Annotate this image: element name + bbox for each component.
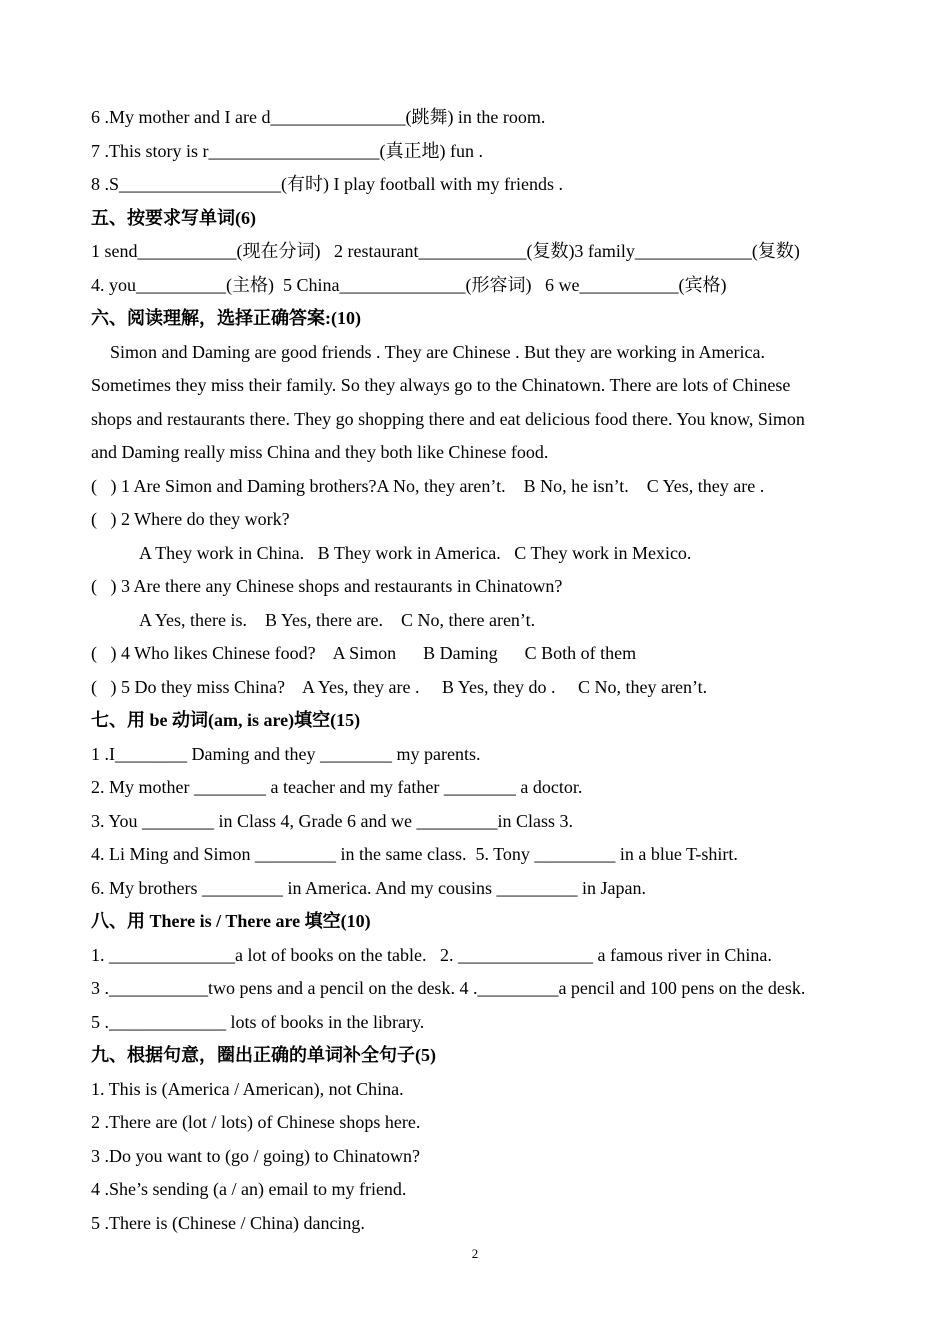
worksheet-page <box>91 101 881 1240</box>
text-line-words-row-2: 4. you__________(主格) 5 China______________(形容词) 6 we___________(宾格) <box>91 274 727 295</box>
text-line-question-2: ( ) 2 Where do they work? <box>91 509 290 529</box>
text-line-circle-4: 4 .She’s sending (a / an) email to my friend. <box>91 1179 407 1199</box>
text-line-question-3-options: A Yes, there is. B Yes, there are. C No, there aren’t. <box>139 609 536 630</box>
text-line-words-row-1: 1 send___________(现在分词) 2 restaurant____________(复数)3 family_____________(复数) <box>91 241 800 261</box>
text-line-be-1: 1 .I________ Daming and they ________ my parents. <box>91 743 481 764</box>
text-line-passage-4: and Daming really miss China and they both like Chinese food. <box>91 442 549 462</box>
text-line-passage-3: shops and restaurants there. They go shopping there and eat delicious food there. You know, Simon <box>91 408 805 429</box>
section-heading: 六、阅读理解，选择正确答案:(10) <box>91 308 361 328</box>
section-heading: 九、根据句意，圈出正确的单词补全句子(5) <box>91 1045 436 1065</box>
text-line-be-2: 2. My mother ________ a teacher and my father ________ a doctor. <box>91 777 583 797</box>
section-heading: 七、用 be 动词(am, is are)填空(15) <box>91 710 361 730</box>
text-line-be-4: 4. Li Ming and Simon _________ in the same class. 5. Tony _________ in a blue T-shirt. <box>91 844 738 864</box>
text-line-there-1: 1. ______________a lot of books on the table. 2. _______________ a famous river in China. <box>91 944 772 965</box>
text-line-circle-2: 2 .There are (lot / lots) of Chinese shops here. <box>91 1112 421 1132</box>
text-line-be-3: 3. You ________ in Class 4, Grade 6 and we _________in Class 3. <box>91 810 573 831</box>
text-line-be-6: 6. My brothers _________ in America. And my cousins _________ in Japan. <box>91 877 646 898</box>
text-line-question-1: ( ) 1 Are Simon and Daming brothers?A No, they aren’t. B No, he isn’t. C Yes, they are . <box>91 475 765 496</box>
text-line-circle-5: 5 .There is (Chinese / China) dancing. <box>91 1212 365 1233</box>
text-line-passage-2: Sometimes they miss their family. So they always go to the Chinatown. There are lots of Chinese <box>91 375 791 395</box>
page-number: 2 <box>471 1246 479 1261</box>
section-heading: 五、按要求写单词(6) <box>91 207 256 228</box>
text-line-fill-7: 7 .This story is r___________________(真正地) fun . <box>91 140 483 161</box>
text-line-question-3: ( ) 3 Are there any Chinese shops and restaurants in Chinatown? <box>91 576 563 596</box>
text-line-question-4: ( ) 4 Who likes Chinese food? A Simon B Daming C Both of them <box>91 643 637 663</box>
text-line-there-5: 5 ._____________ lots of books in the library. <box>91 1011 425 1032</box>
text-line-passage-1: Simon and Daming are good friends . They are Chinese . But they are working in America. <box>110 341 766 362</box>
text-line-circle-1: 1. This is (America / American), not China. <box>91 1078 404 1099</box>
text-line-question-2-options: A They work in China. B They work in America. C They work in Mexico. <box>139 542 692 563</box>
text-line-fill-6: 6 .My mother and I are d_______________(跳舞) in the room. <box>91 107 546 127</box>
section-heading: 八、用 There is / There are 填空(10) <box>91 911 371 931</box>
text-line-fill-8: 8 .S__________________(有时) I play football with my friends . <box>91 174 563 194</box>
text-line-there-3: 3 .___________two pens and a pencil on the desk. 4 ._________a pencil and 100 pens on the desk. <box>91 978 806 998</box>
text-line-circle-3: 3 .Do you want to (go / going) to Chinatown? <box>91 1145 420 1166</box>
text-line-question-5: ( ) 5 Do they miss China? A Yes, they are . B Yes, they do . C No, they aren’t. <box>91 676 708 697</box>
